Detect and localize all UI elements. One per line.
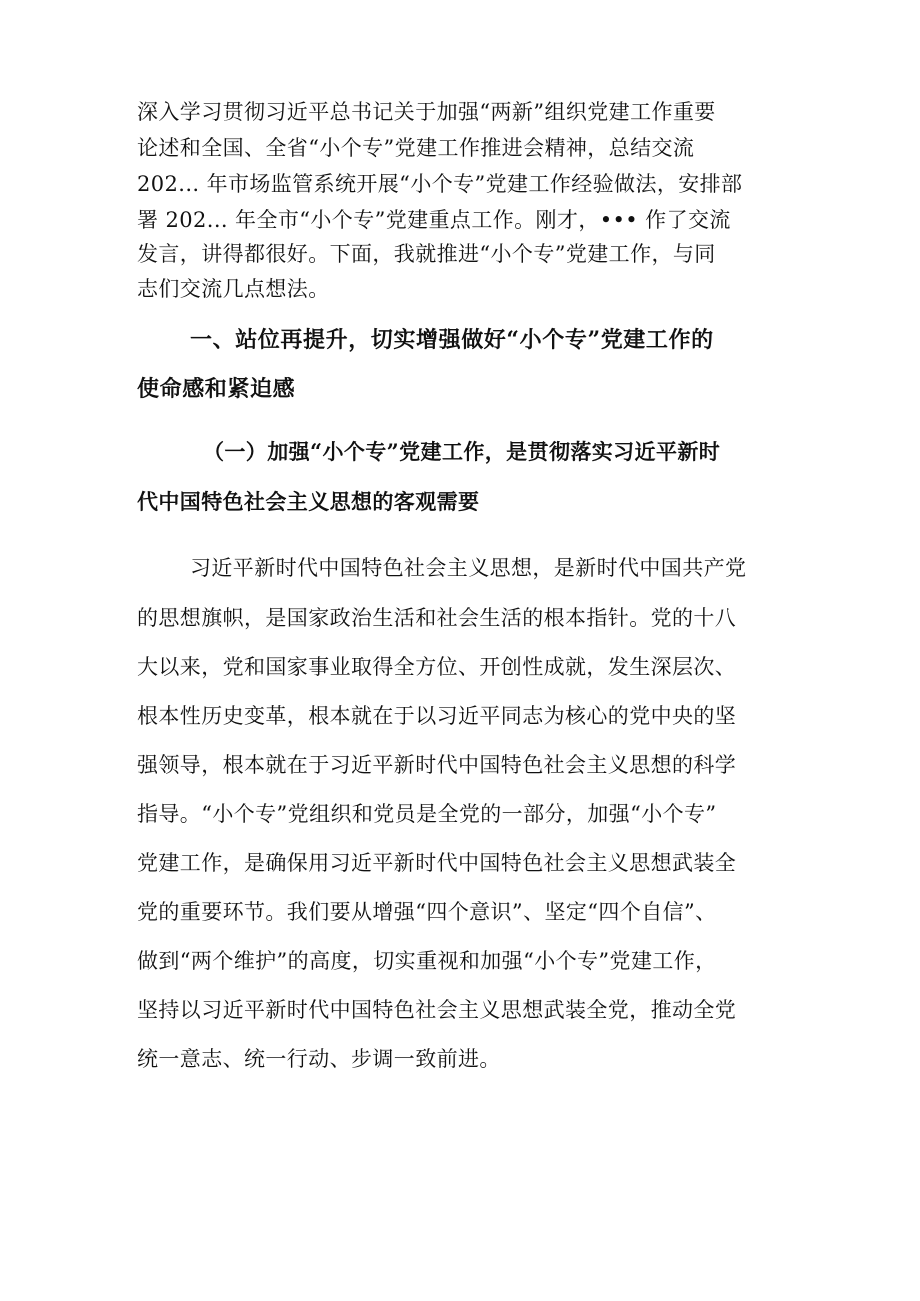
subsection-heading: （一）加强“小个专”党建工作，是贯彻落实习近平新时 — [203, 439, 721, 464]
body-line: 做到“两个维护”的高度，切实重视和加强“小个专”党建工作， — [137, 949, 717, 973]
body-line: 强领导，根本就在于习近平新时代中国特色社会主义思想的科学 — [137, 753, 737, 777]
body-line: 党的重要环节。我们要从增强“四个意识”、坚定“四个自信”、 — [137, 900, 717, 924]
body-line: 党建工作，是确保用习近平新时代中国特色社会主义思想武装全 — [137, 851, 737, 875]
intro-line: 署 202... 年全市“小个专”党建重点工作。刚才，••• 作了交流 — [137, 208, 731, 232]
section-heading: 使命感和紧迫感 — [137, 376, 296, 402]
intro-line: 论述和全国、全省“小个专”党建工作推进会精神，总结交流 — [137, 136, 695, 160]
intro-line: 志们交流几点想法。 — [137, 277, 330, 301]
body-line: 习近平新时代中国特色社会主义思想，是新时代中国共产党 — [190, 556, 747, 580]
body-line: 统一意志、统一行动、步调一致前进。 — [137, 1047, 501, 1071]
body-line: 大以来，党和国家事业取得全方位、开创性成就，发生深层次、 — [137, 655, 737, 679]
body-line: 的思想旗帜，是国家政治生活和社会生活的根本指针。党的十八 — [137, 606, 737, 630]
subsection-heading: 代中国特色社会主义思想的客观需要 — [137, 489, 480, 514]
intro-line: 深入学习贯彻习近平总书记关于加强“两新”组织党建工作重要 — [137, 100, 716, 124]
body-line: 根本性历史变革，根本就在于以习近平同志为核心的党中央的坚 — [137, 704, 737, 728]
intro-line: 202... 年市场监管系统开展“小个专”党建工作经验做法，安排部 — [137, 172, 743, 196]
body-line: 坚持以习近平新时代中国特色社会主义思想武装全党，推动全党 — [137, 998, 737, 1022]
body-line: 指导。“小个专”党组织和党员是全党的一部分，加强“小个专” — [137, 802, 717, 826]
intro-line: 发言，讲得都很好。下面，我就推进“小个专”党建工作，与同 — [137, 242, 716, 266]
section-heading: 一、站位再提升，切实增强做好“小个专”党建工作的 — [190, 327, 714, 353]
